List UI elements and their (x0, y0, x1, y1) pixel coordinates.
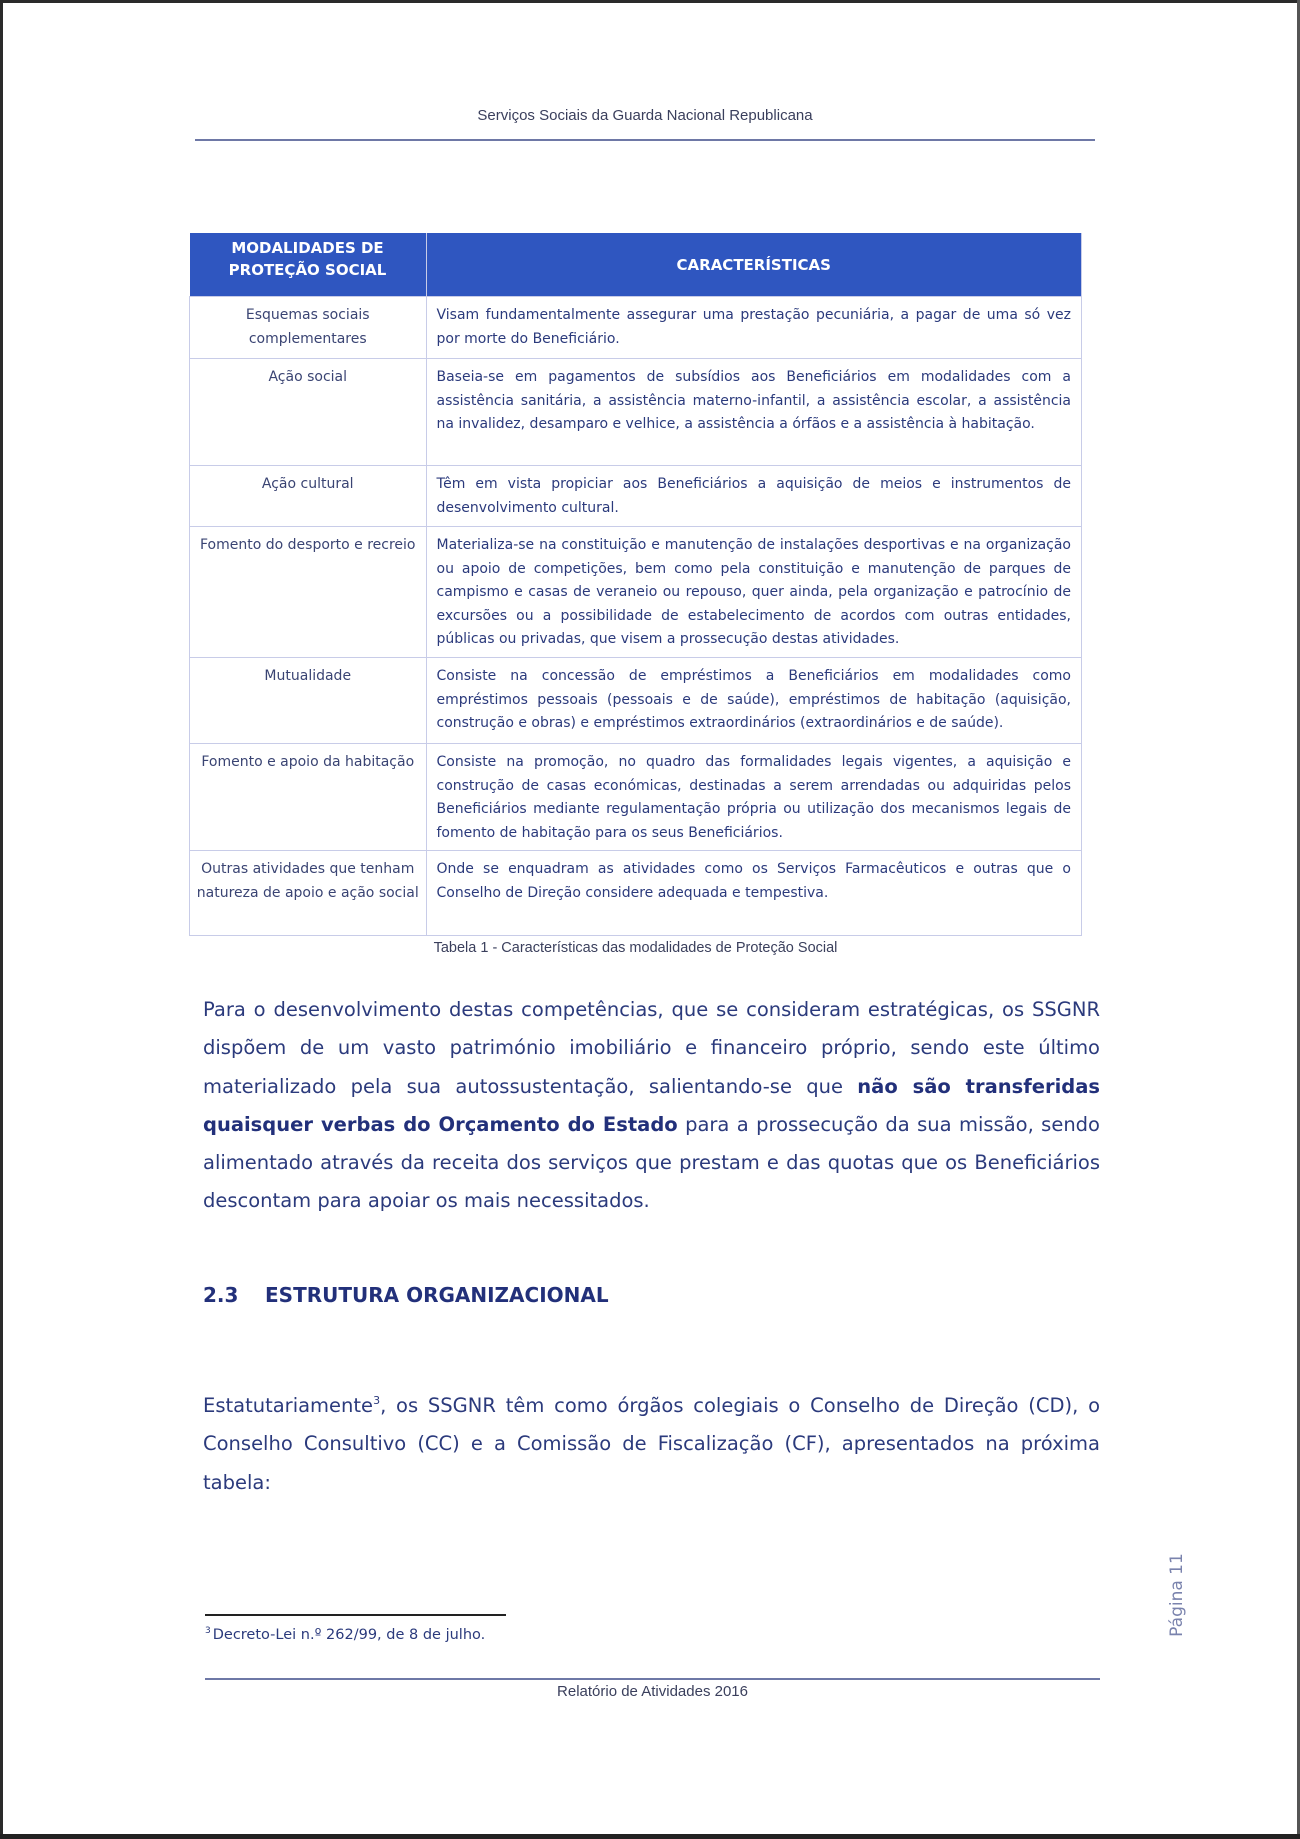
table-row (190, 297, 1082, 359)
section-number: 2.3 (203, 1283, 239, 1307)
table-row (190, 527, 1082, 658)
paragraph-emphasis: não são transferidas quaisquer verbas do Orçamento do Estado (203, 1074, 1101, 1136)
modality-cell: Esquemas sociais complementares (190, 297, 427, 359)
footnote (205, 1627, 485, 1643)
table-row (190, 744, 1082, 851)
body-paragraph-funding (203, 991, 1100, 1221)
body-paragraph-structure (203, 1387, 1100, 1502)
running-footer: Relatório de Atividades 2016 (557, 1683, 748, 1700)
modality-cell: Ação social (190, 359, 427, 466)
table-header-row (190, 233, 1082, 297)
paragraph-text: Estatutariamente (203, 1394, 374, 1417)
protection-modalities-table (189, 233, 1082, 936)
scan-edge-bottom (0, 1834, 1300, 1839)
page-number: Página 11 (1167, 1553, 1187, 1637)
footnote-text: Decreto-Lei n.º 262/99, de 8 de julho. (212, 1627, 486, 1643)
scan-edge-top (0, 0, 1300, 3)
footnote-reference[interactable]: 3 (373, 1394, 381, 1407)
characteristics-cell: Consiste na concessão de empréstimos a Beneficiários em modalidades como empréstimos pessoais (pessoais e de saúde), empréstimos de habitação (aquisição, construção e obras) e empréstimos extraordinários (extraordinários e de saúde). (426, 658, 1082, 744)
characteristics-cell: Baseia-se em pagamentos de subsídios aos Beneficiários em modalidades com a assistência sanitária, a assistência materno-infantil, a assistência escolar, a assistência na invalidez, desamparo e velhice, a assistência a órfãos e a assistência à habitação. (426, 359, 1082, 466)
scan-edge-left (0, 0, 3, 1839)
footer-divider (205, 1678, 1100, 1680)
table-caption: Tabela 1 - Características das modalidades de Proteção Social (433, 940, 838, 956)
paragraph-text: para a prossecução da sua missão, sendo alimentado através da receita dos serviços que prestam e das quotas que os Beneficiários descontam para apoiar os mais necessitados. (203, 1112, 1100, 1213)
footnote-marker: 3 (205, 1626, 211, 1636)
table-row (190, 658, 1082, 744)
modality-cell: Mutualidade (190, 658, 427, 744)
characteristics-cell: Materializa-se na constituição e manutenção de instalações desportivas e na organização ou apoio de competições, bem como pela constituição e manutenção de parques de campismo e casas de veraneio ou repouso, quer ainda, pela organização e patrocínio de excursões ou a possibilidade de estabelecimento de acordos com outras entidades, públicas ou privadas, que visem a prossecução destas atividades. (426, 527, 1082, 658)
characteristics-cell: Têm em vista propiciar aos Beneficiários a aquisição de meios e instrumentos de desenvolvimento cultural. (426, 466, 1082, 527)
table-row (190, 851, 1082, 936)
column-header-modalidades: MODALIDADES DE PROTEÇÃO SOCIAL (190, 233, 427, 297)
characteristics-cell: Consiste na promoção, no quadro das formalidades legais vigentes, a aquisição e construção de casas económicas, destinadas a serem arrendadas ou adquiridas pelos Beneficiários mediante regulamentação própria ou utilização dos mecanismos legais de fomento de habitação para os seus Beneficiários. (426, 744, 1082, 851)
modality-cell: Fomento e apoio da habitação (190, 744, 427, 851)
footnote-separator (205, 1614, 506, 1616)
paragraph-text: , os SSGNR têm como órgãos colegiais o Conselho de Direção (CD), o Conselho Consultivo (CC) e a Comissão de Fiscalização (CF), apresentados na próxima tabela: (203, 1394, 1100, 1494)
table-row (190, 466, 1082, 527)
table-row (190, 359, 1082, 466)
paragraph-text: Para o desenvolvimento destas competências, que se consideram estratégicas, os SSGNR dispõem de um vasto património imobiliário e financeiro próprio, sendo este último materializado pela sua autossustentação, salientando-se que (203, 998, 1100, 1098)
running-header: Serviços Sociais da Guarda Nacional Republicana (477, 107, 813, 124)
characteristics-cell: Visam fundamentalmente assegurar uma prestação pecuniária, a pagar de uma só vez por morte do Beneficiário. (426, 297, 1082, 359)
section-title: ESTRUTURA ORGANIZACIONAL (265, 1283, 609, 1307)
modality-cell: Ação cultural (190, 466, 427, 527)
column-header-caracteristicas: CARACTERÍSTICAS (426, 233, 1082, 297)
modality-cell: Fomento do desporto e recreio (190, 527, 427, 658)
section-heading (203, 1283, 609, 1307)
header-divider (195, 139, 1095, 141)
characteristics-cell: Onde se enquadram as atividades como os Serviços Farmacêuticos e outras que o Conselho de Direção considere adequada e tempestiva. (426, 851, 1082, 936)
modality-cell: Outras atividades que tenham natureza de apoio e ação social (190, 851, 427, 936)
